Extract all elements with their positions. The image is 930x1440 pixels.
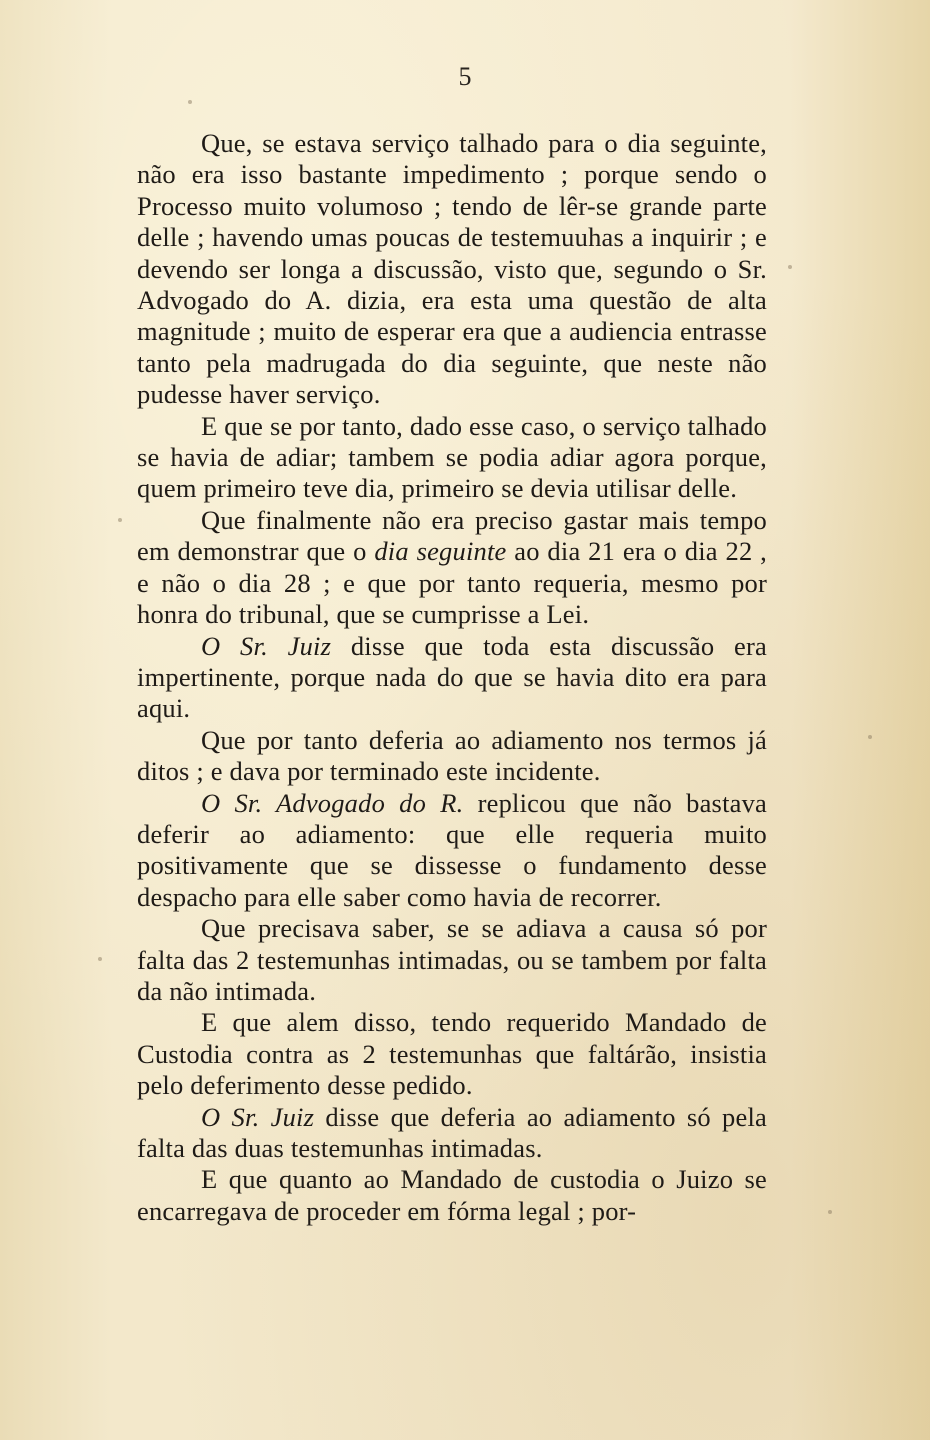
- paragraph-text: Que precisava saber, se se adiava a causa só por falta das 2 testemunhas intimadas, ou se tambem por falta da não intimada.: [137, 913, 767, 1006]
- paragraph-7: [137, 913, 767, 1007]
- paragraph-text: ao dia 21 era o dia 22 , e não o dia 28 ; e que por tanto requeria, mesmo por honra do tribunal, que se cumprisse a Lei.: [137, 536, 767, 630]
- paper-speck: [98, 957, 102, 961]
- paragraph-9: [137, 1102, 767, 1165]
- speaker-name: O Sr. Juiz: [201, 1101, 315, 1132]
- paragraph-text: E que quanto ao Mandado de custodia o Juizo se encarregava de proceder em fórma legal ; por-: [137, 1164, 767, 1226]
- body-text: [137, 128, 767, 1227]
- paragraph-3: [137, 505, 767, 631]
- paragraph-text: E que alem disso, tendo requerido Mandado de Custodia contra as 2 testemunhas que faltárão, insistia pelo deferimento desse pedido.: [137, 1007, 767, 1101]
- paragraph-1: [137, 128, 767, 411]
- paragraph-text: disse que deferia ao adiamento só pela falta das duas testemunhas intimadas.: [137, 1101, 767, 1163]
- paragraph-6: [137, 788, 767, 914]
- paper-speck: [118, 518, 122, 522]
- speaker-name: O Sr. Advogado do R.: [201, 787, 464, 818]
- paper-speck: [868, 735, 872, 739]
- paragraph-4: [137, 631, 767, 725]
- page-number: 5: [458, 62, 472, 91]
- paragraph-text: Que por tanto deferia ao adiamento nos termos já ditos ; e dava por terminado este incidente.: [137, 724, 767, 787]
- paragraph-8: [137, 1007, 767, 1101]
- speaker-name: O Sr. Juiz: [201, 630, 332, 661]
- italic-phrase: dia seguinte: [374, 536, 507, 567]
- paragraph-text: Que, se estava serviço talhado para o dia seguinte, não era isso bastante impedimento ; porque sendo o Processo muito volumoso ; tendo de lêr-se grande parte delle ; havendo umas poucas de testemuuhas a inquirir ; e devendo ser longa a discussão, visto que, segundo o Sr. Advogado do A. dizia, era esta uma questão de alta magnitude ; muito de esperar era que a audiencia entrasse tanto pela madrugada do dia seguinte, que neste não pudesse haver serviço.: [137, 128, 767, 410]
- paragraph-10: [137, 1164, 767, 1227]
- paper-speck: [788, 265, 792, 269]
- paper-speck: [828, 1210, 832, 1214]
- paper-speck: [188, 100, 192, 104]
- paragraph-2: [137, 411, 767, 505]
- paragraph-text: replicou que não bastava deferir ao adiamento: que elle requeria muito positivamente que se dissesse o fundamento desse despacho para elle saber como havia de recorrer.: [137, 787, 768, 912]
- paragraph-text: disse que toda esta discussão era impertinente, porque nada do que se havia dito era para aqui.: [137, 630, 768, 724]
- paragraph-text: Que finalmente não era preciso gastar mais tempo em demonstrar que o: [137, 504, 767, 567]
- paragraph-text: E que se por tanto, dado esse caso, o serviço talhado se havia de adiar; tambem se podia adiar agora porque, quem primeiro teve dia, primeiro se devia utilisar delle.: [137, 410, 767, 504]
- paragraph-5: [137, 725, 767, 788]
